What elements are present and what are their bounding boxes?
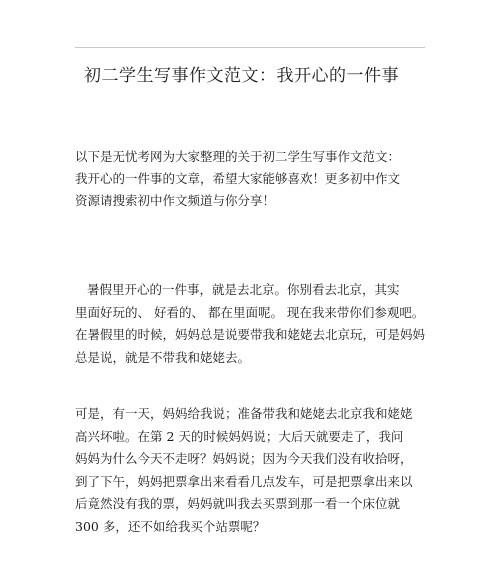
paragraph-line: 可是，有一天，妈妈给我说；准备带我和姥姥去北京我和姥姥	[75, 406, 413, 421]
document-title: 初二学生写事作文范文：我开心的一件事	[84, 66, 399, 86]
paragraph-line: 到了下午，妈妈把票拿出来看看几点发车，可是把票拿出来以	[75, 473, 413, 489]
header-divider	[75, 47, 425, 48]
body-paragraph-1	[75, 279, 425, 369]
intro-line: 我开心的一件事的文章，希望大家能够喜欢！更多初中作文	[75, 171, 401, 186]
paragraph-line: 高兴坏啦。在第 2 天的时候妈妈说；大后天就要走了，我问	[75, 428, 404, 444]
intro-line: 以下是无忧考网为大家整理的关于初二学生写事作文范文：	[75, 149, 401, 164]
intro-line: 资源请搜索初中作文频道与你分享！	[75, 193, 276, 208]
paragraph-line: 后竟然没有我的票，妈妈就叫我去买票到那一看一个床位就	[75, 496, 401, 511]
intro-paragraph	[75, 146, 400, 212]
paragraph-line: 300 多，还不如给我买个站票呢？	[75, 518, 266, 534]
paragraph-line: 暑假里开心的一件事，就是去北京。你别看去北京，其实	[87, 282, 400, 297]
body-paragraph-2	[75, 403, 413, 538]
paragraph-line: 在暑假里的时候，妈妈总是说要带我和姥姥去北京玩，可是妈妈	[75, 327, 426, 342]
paragraph-line: 总是说，就是不带我和姥姥去。	[75, 349, 251, 365]
paragraph-line: 里面好玩的、 好看的、 都在里面呢。 现在我来带你们参观吧。	[75, 304, 425, 320]
paragraph-line: 妈妈为什么今天不走呀？妈妈说；因为今天我们没有收拾呀，	[75, 451, 413, 466]
